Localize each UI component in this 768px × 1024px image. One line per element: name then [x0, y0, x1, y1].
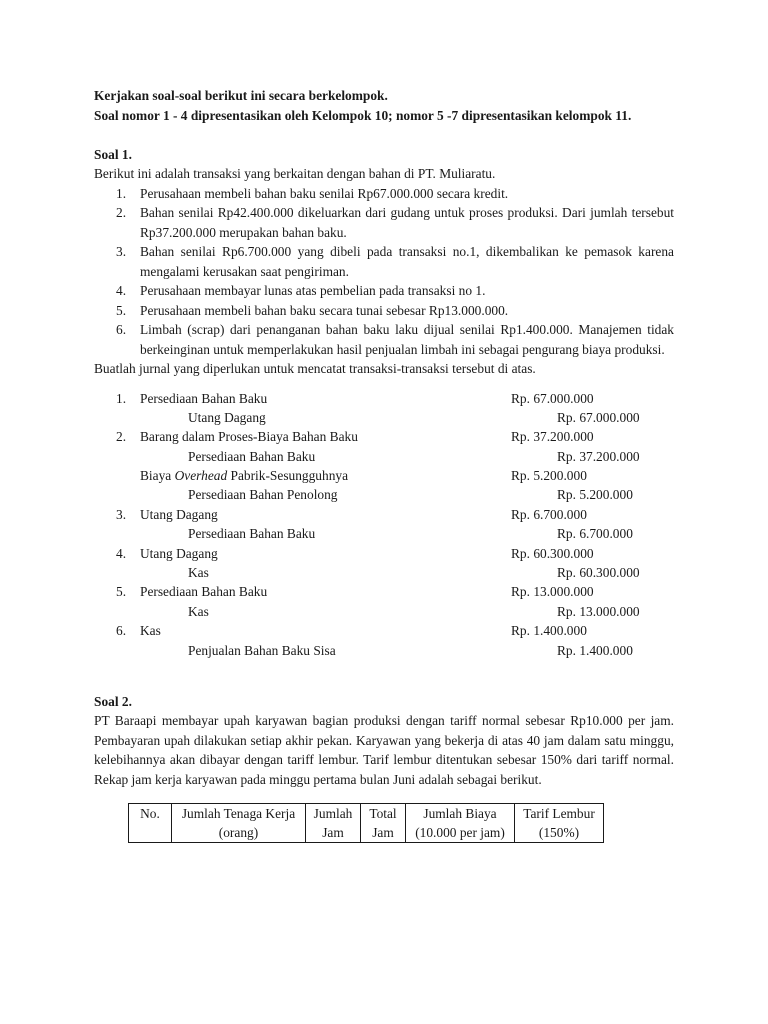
journal-debit-amount: Rp. 60.300.000: [511, 545, 594, 561]
soal1-transaction-list: [94, 184, 674, 360]
instruction-heading: Kerjakan soal-soal berikut ini secara berkelompok.: [94, 88, 388, 103]
journal-credit-amount: Rp. 1.400.000: [557, 642, 633, 658]
journal-debit-amount: Rp. 1.400.000: [511, 623, 587, 639]
list-item-text: Bahan senilai Rp42.400.000 dikeluarkan dari gudang untuk proses produksi. Dari jumlah tersebut Rp37.200.000 merupakan bahan baku.: [140, 205, 674, 240]
journal-number: 5.: [116, 584, 127, 600]
list-item: [94, 242, 674, 281]
list-item: [94, 320, 674, 359]
journal-credit-amount: Rp. 13.000.000: [557, 603, 640, 619]
journal-row-credit: [94, 485, 674, 504]
journal-row-credit: [94, 447, 674, 466]
journal-account: Kas: [140, 623, 161, 639]
journal-credit-amount: Rp. 67.000.000: [557, 409, 640, 425]
presentation-note: Soal nomor 1 - 4 dipresentasikan oleh Kelompok 10; nomor 5 -7 dipresentasikan kelompok 11.: [94, 107, 632, 123]
list-item-text: Perusahaan membeli bahan baku senilai Rp67.000.000 secara kredit.: [140, 185, 509, 201]
journal-number: 2.: [116, 429, 127, 445]
journal-account: Persediaan Bahan Baku: [188, 526, 316, 542]
list-item-number: 1.: [116, 185, 127, 201]
list-item-number: 2.: [116, 205, 127, 220]
soal2-paragraph: PT Baraapi membayar upah karyawan bagian produksi dengan tariff normal sebesar Rp10.000 per jam. Pembayaran upah dilakukan setiap akhir pekan. Karyawan yang bekerja di atas 40 jam dalam satu minggu, kelebihannya akan dibayar dengan tariff lembur. Tarif lembur ditentukan sebesar 150% dari tariff normal. Rekap jam kerja karyawan pada minggu pertama bulan Juni adalah sebagai berikut.: [94, 713, 674, 787]
list-item-number: 3.: [116, 244, 127, 259]
spacer: [94, 660, 674, 692]
table-header-cell: Total Jam: [361, 804, 406, 843]
journal-account: Kas: [188, 603, 209, 619]
table-header-cell: Tarif Lembur (150%): [515, 804, 604, 843]
journal-debit-amount: Rp. 13.000.000: [511, 584, 594, 600]
journal-account-suffix: Pabrik-Sesungguhnya: [227, 468, 349, 484]
work-hours-table: [128, 803, 604, 843]
list-item-text: Perusahaan membeli bahan baku secara tunai sebesar Rp13.000.000.: [140, 302, 509, 318]
list-item-text: Bahan senilai Rp6.700.000 yang dibeli pada transaksi no.1, dikembalikan ke pemasok karena mengalami kerusakan saat pengiriman.: [140, 244, 674, 279]
spacer: [94, 125, 674, 145]
journal-debit-amount: Rp. 6.700.000: [511, 506, 587, 522]
list-item-number: 5.: [116, 302, 127, 318]
journal-account: Penjualan Bahan Baku Sisa: [188, 642, 336, 658]
journal-credit-amount: Rp. 6.700.000: [557, 526, 633, 542]
journal-row-credit: [94, 524, 674, 543]
soal2-title: Soal 2.: [94, 693, 132, 709]
soal1-title: Soal 1.: [94, 146, 132, 162]
table-header-cell: Jumlah Jam: [306, 804, 361, 843]
soal1-lead: Berikut ini adalah transaksi yang berkaitan dengan bahan di PT. Muliaratu.: [94, 166, 496, 181]
journal-account: [140, 466, 348, 486]
journal-row-credit: [94, 408, 674, 427]
list-item: [94, 203, 674, 242]
journal-account: Utang Dagang: [140, 545, 218, 561]
journal-number: 3.: [116, 506, 127, 522]
list-item-number: 6.: [116, 322, 127, 337]
journal-credit-amount: Rp. 60.300.000: [557, 565, 640, 581]
journal-row-debit: [94, 466, 674, 485]
journal-account-prefix: Biaya: [140, 468, 175, 484]
list-item: [94, 184, 674, 204]
journal-number: 1.: [116, 390, 127, 406]
table-header-cell: No.: [129, 804, 172, 843]
journal-row-debit: [94, 621, 674, 640]
journal-number: 6.: [116, 623, 127, 639]
table-header-cell: Jumlah Biaya (10.000 per jam): [406, 804, 515, 843]
document-page: [94, 86, 674, 843]
journal-row-debit: [94, 505, 674, 524]
list-item-number: 4.: [116, 283, 127, 298]
journal-credit-amount: Rp. 37.200.000: [557, 448, 640, 464]
journal-account: Persediaan Bahan Penolong: [188, 487, 338, 503]
journal-account: Utang Dagang: [140, 506, 218, 522]
journal-debit-amount: Rp. 67.000.000: [511, 390, 594, 406]
soal1-instruction: Buatlah jurnal yang diperlukan untuk mencatat transaksi-transaksi tersebut di atas.: [94, 361, 536, 376]
journal-number: 4.: [116, 545, 127, 561]
journal-debit-amount: Rp. 5.200.000: [511, 468, 587, 484]
journal-account: Utang Dagang: [188, 409, 266, 425]
list-item-text: Limbah (scrap) dari penanganan bahan baku laku dijual senilai Rp1.400.000. Manajemen tidak berkeinginan untuk memperlakukan hasil penjualan limbah ini sebagai pengurang biaya produksi.: [140, 322, 674, 357]
journal-row-debit: [94, 389, 674, 408]
journal-row-debit: [94, 582, 674, 601]
journal-account-italic: Overhead: [174, 468, 228, 484]
journal-row-debit: [94, 427, 674, 446]
list-item: [94, 301, 674, 321]
journal-account: Kas: [188, 565, 209, 581]
journal-account: Persediaan Bahan Baku: [188, 448, 316, 464]
journal-row-credit: [94, 602, 674, 621]
table-header-row: [129, 804, 604, 843]
journal-debit-amount: Rp. 37.200.000: [511, 429, 594, 445]
journal-credit-amount: Rp. 5.200.000: [557, 487, 633, 503]
list-item: [94, 281, 674, 301]
journal-account: Persediaan Bahan Baku: [140, 584, 268, 600]
journal-row-credit: [94, 641, 674, 660]
journal-row-debit: [94, 544, 674, 563]
journal-account: Barang dalam Proses-Biaya Bahan Baku: [140, 429, 358, 445]
journal-row-credit: [94, 563, 674, 582]
journal-entries: [94, 389, 674, 660]
list-item-text: Perusahaan membayar lunas atas pembelian pada transaksi no 1.: [140, 283, 486, 298]
table-header-cell: Jumlah Tenaga Kerja (orang): [172, 804, 306, 843]
journal-account: Persediaan Bahan Baku: [140, 390, 268, 406]
